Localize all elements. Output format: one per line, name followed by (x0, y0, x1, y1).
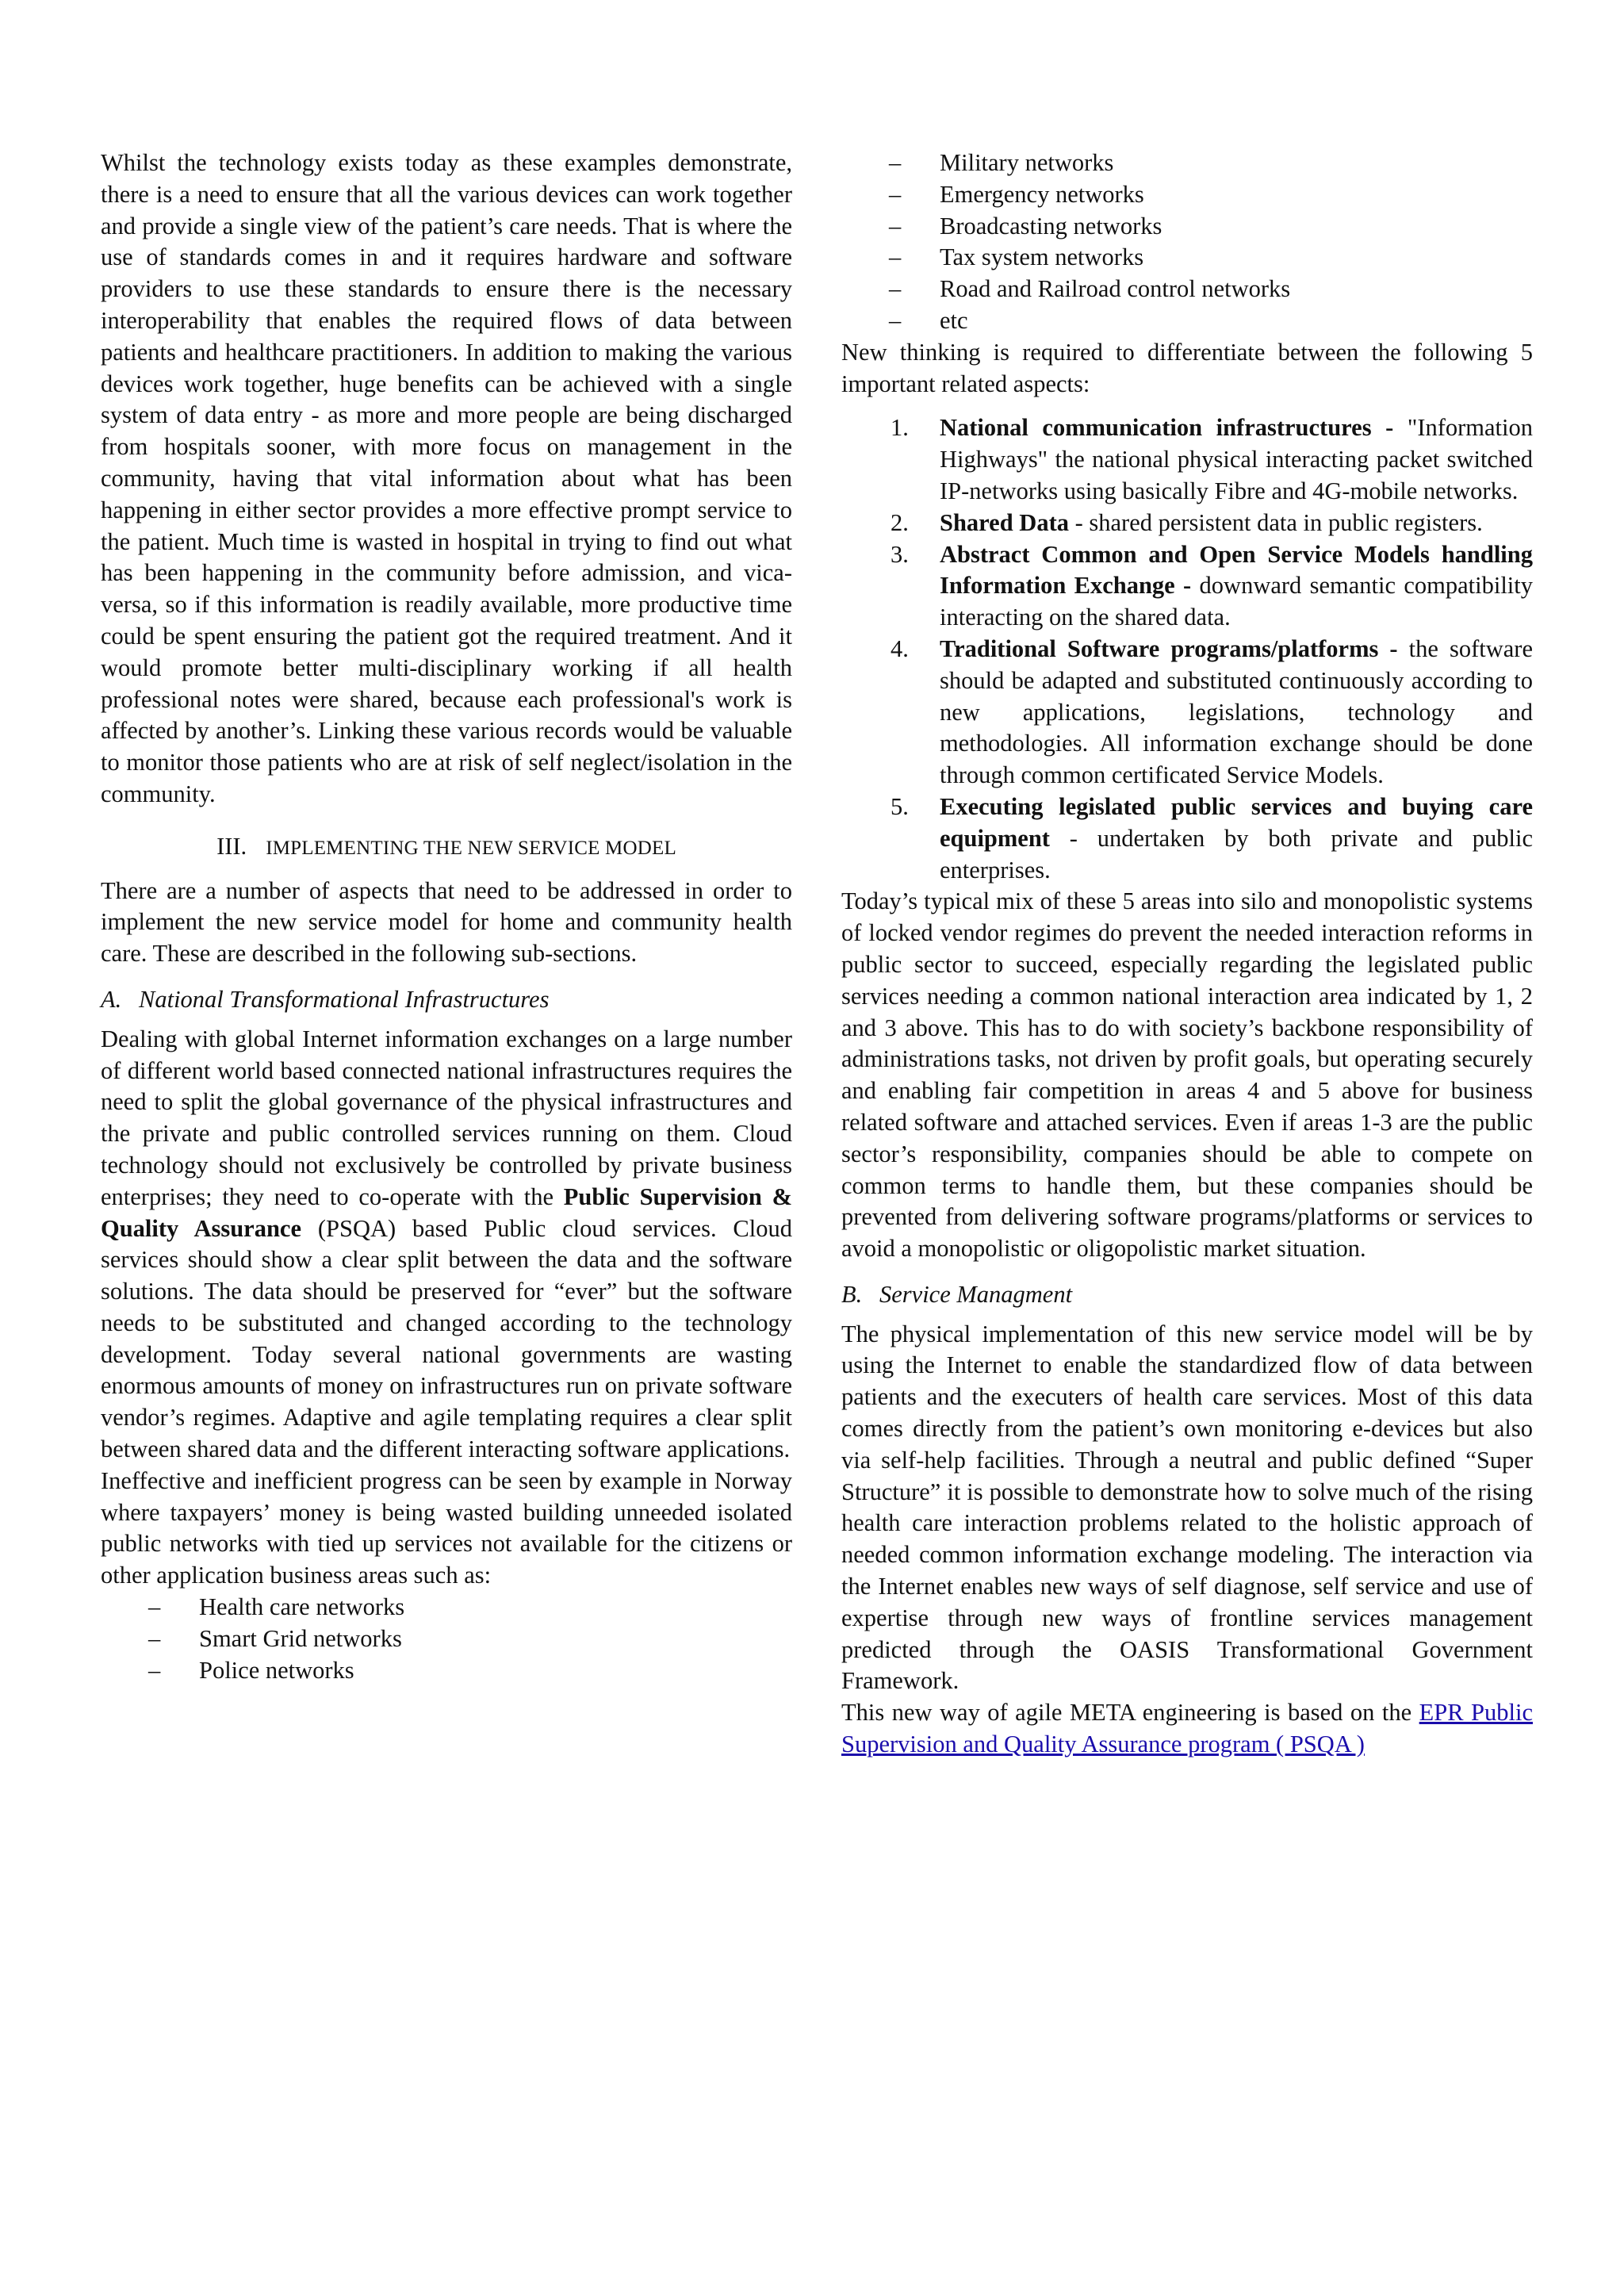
item-number: 3. (891, 540, 909, 568)
silo-paragraph: Today’s typical mix of these 5 areas into silo and monopolistic systems of locked vendor regimes do prevent the needed interaction reforms in public sector to succeed, especially regarding the legislated public services needing a common national interaction area indicated by 1, 2 and 3 above. This has to do with society’s backbone responsibility of administrations tasks, not driven by profit goals, but operating securely and enabling fair competition in areas 4 and 5 above for business related software and attached services. Even if areas 1-3 are the public sector’s responsibility, companies should be able to compete on common terms to handle them, but these companies should be prevented from delivering software programs/platforms or services to avoid a monopolistic or oligopolistic market situation. (841, 887, 1533, 1263)
right-column (841, 148, 1533, 1761)
list-item (841, 305, 1533, 337)
aspect-title: Executing legislated public services and buying care equipment (940, 792, 1533, 852)
aspect-title: Shared Data (940, 508, 1069, 536)
aspect-title: Traditional Software programs/platforms - (940, 634, 1398, 662)
list-item-text: Health care networks (199, 1593, 405, 1621)
dash-bullet: – (889, 149, 902, 176)
subsection-title: Service Managment (879, 1280, 1073, 1308)
item-number: 4. (891, 634, 909, 662)
list-item (101, 1655, 792, 1687)
list-item (841, 211, 1533, 243)
list-item (841, 148, 1533, 179)
norway-paragraph: Ineffective and inefficient progress can be seen by example in Norway where taxpayers’ money is being wasted building unneeded isolated public networks with tied up services not available for the citizens or other application business areas such as: (101, 1466, 792, 1589)
list-item-text: Military networks (940, 149, 1114, 176)
subsection-heading-a (101, 984, 792, 1016)
dash-bullet: – (148, 1593, 161, 1621)
aspect-title: Abstract Common and Open Service Models handling Information Exchange - (940, 540, 1533, 600)
list-item (841, 179, 1533, 211)
list-item (101, 1623, 792, 1655)
item-number: 1. (891, 414, 909, 442)
aspect-text: "Information Highways" the national physical interacting packet switched IP-networks using basically Fibre and 4G-mobile networks. (940, 414, 1533, 504)
psqa-program-link[interactable]: EPR Public Supervision and Quality Assurance program ( PSQA ) (841, 1699, 1534, 1758)
aspect-item (841, 792, 1533, 886)
list-item-text: etc (940, 306, 968, 334)
list-item-text: Emergency networks (940, 180, 1144, 208)
paragraph-text: Dealing with global Internet information exchanges on a large number of different world based connected national infrastructures requires the need to split the global governance of the physical infrastructures and the private and public controlled services running on them. Cloud technology should not exclusively be controlled by private business enterprises; they need to co-operate with the (101, 1025, 792, 1210)
section-heading-iii (101, 831, 792, 864)
item-number: 2. (891, 508, 909, 536)
aspects-intro-paragraph: New thinking is required to differentiate between the following 5 important related aspects: (841, 338, 1533, 397)
list-item-text: Smart Grid networks (199, 1624, 402, 1652)
aspect-item (841, 412, 1533, 507)
meta-engineering-paragraph (841, 1697, 1533, 1761)
paragraph-text: (PSQA) based Public cloud services. Cloud services should show a clear split between the data and the software solutions. The data should be preserved for “ever” but the software needs to be substituted and changed according to the technology development. Today several national governments are wasting enormous amounts of money on infrastructures run on private software vendor’s regimes. Adaptive and agile templating requires a clear split between shared data and the different interacting software applications. (101, 1214, 792, 1463)
aspect-item (841, 539, 1533, 634)
item-number: 5. (891, 792, 909, 820)
section-number: III. (216, 832, 247, 860)
subsection-letter: B. (841, 1280, 863, 1308)
list-item-text: Police networks (199, 1656, 354, 1684)
dash-bullet: – (148, 1624, 161, 1652)
list-item (841, 242, 1533, 274)
dash-bullet: – (889, 180, 902, 208)
list-item-text: Road and Railroad control networks (940, 275, 1291, 303)
list-item-text: Broadcasting networks (940, 212, 1162, 240)
dash-bullet: – (889, 243, 902, 271)
dash-bullet: – (148, 1656, 161, 1684)
subsection-letter: A. (101, 985, 122, 1013)
left-column (101, 148, 792, 1686)
aspect-item (841, 508, 1533, 539)
network-list-left (101, 1592, 792, 1686)
subsection-heading-b (841, 1279, 1533, 1311)
aspect-text: - undertaken by both private and public enterprises. (940, 824, 1533, 884)
intro-paragraph: Whilst the technology exists today as these examples demonstrate, there is a need to ensure that all the various devices can work together and provide a single view of the patient’s care needs. That is where the use of standards comes in and it requires hardware and software providers to use these standards to ensure there is the necessary interoperability that enables the required flows of data between patients and healthcare practitioners. In addition to making the various devices work together, huge benefits can be achieved with a single system of data entry - as more and more people are being discharged from hospitals sooner, with more focus on management in the community, having that vital information about what has been happening in either sector provides a more effective prompt service to the patient. Much time is wasted in hospital in trying to find out what has been happening in the community before admission, and vica-versa, so if this information is readily available, more productive time could be spent ensuring the patient got the required treatment. And it would promote better multi-disciplinary working if all health professional notes were shared, because each professional's work is affected by another’s. Linking these various records would be valuable to monitor those patients who are at risk of self neglect/isolation in the community. (101, 149, 792, 807)
service-management-paragraph: The physical implementation of this new service model will be by using the Internet to enable the standardized flow of data between patients and the executers of health care services. Most of this data comes directly from the patient’s own monitoring e-devices but also via self-help facilities. Through a neutral and public defined “Super Structure” it is possible to demonstrate how to solve much of the rising health care interaction problems related to the holistic approach of needed common information exchange modeling. The interaction via the Internet enables new ways of self diagnose, self service and use of expertise through new ways of frontline services management predicted through the OASIS Transformational Government Framework. (841, 1320, 1533, 1695)
dash-bullet: – (889, 275, 902, 303)
aspect-title: National communication infrastructures - (940, 414, 1394, 442)
list-item (101, 1592, 792, 1623)
aspect-text: the software should be adapted and substituted continuously according to new applications, legislations, technology and methodologies. All information exchange should be done through common certificated Service Models. (940, 634, 1533, 789)
section-intro-paragraph: There are a number of aspects that need to be addressed in order to implement the new service model for home and community health care. These are described in the following sub-sections. (101, 876, 792, 968)
aspect-text: downward semantic compatibility interacting on the shared data. (940, 572, 1533, 631)
network-list-right (841, 148, 1533, 337)
aspect-item (841, 634, 1533, 792)
infrastructure-paragraph (101, 1024, 792, 1466)
dash-bullet: – (889, 306, 902, 334)
aspect-text: - shared persistent data in public registers. (1068, 508, 1483, 536)
list-item-text: Tax system networks (940, 243, 1144, 271)
list-item (841, 274, 1533, 305)
paragraph-text: This new way of agile META engineering is based on the (841, 1699, 1419, 1727)
subsection-title: National Transformational Infrastructures (139, 985, 550, 1013)
dash-bullet: – (889, 212, 902, 240)
bold-term: Public Supervision & Quality Assurance (101, 1182, 792, 1242)
section-title: IMPLEMENTING THE NEW SERVICE MODEL (266, 837, 676, 859)
aspects-list (841, 412, 1533, 886)
